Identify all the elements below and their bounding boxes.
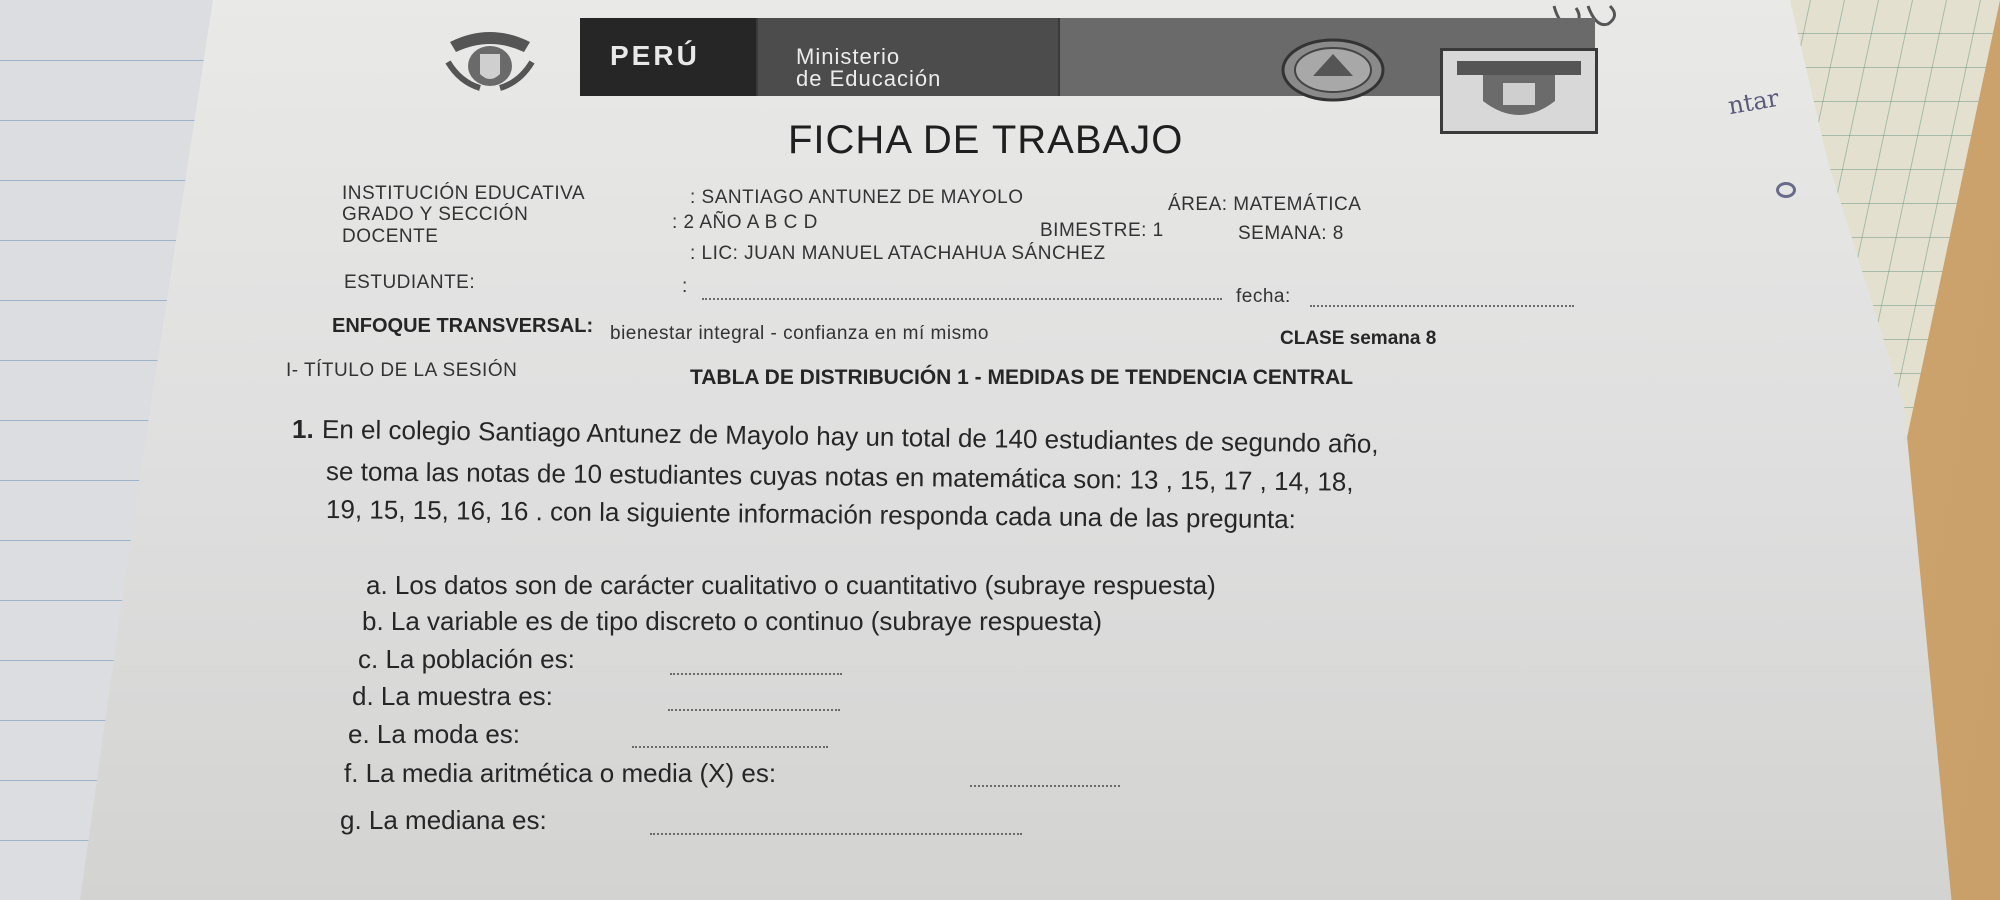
option-f-blank[interactable] [970, 784, 1120, 787]
option-a: a. Los datos son de carácter cualitativo o cuantitativo (subraye respuesta) [366, 570, 1216, 600]
peru-coat-of-arms-icon [440, 22, 540, 94]
option-e: e. La moda es: [348, 719, 520, 749]
country-name: PERÚ [610, 40, 700, 71]
sesion-title: TABLA DE DISTRIBUCIÓN 1 - MEDIDAS DE TENDENCIA CENTRAL [690, 366, 1354, 389]
peru-label-block [580, 18, 756, 96]
clase-label: CLASE semana 8 [1280, 328, 1437, 349]
enfoque-value: bienestar integral - confianza en mí mismo [610, 323, 989, 344]
option-d: d. La muestra es: [352, 681, 553, 711]
grado-value: : 2 AÑO A B C D [672, 212, 818, 233]
option-b: b. La variable es de tipo discreto o continuo (subraye respuesta) [362, 606, 1102, 636]
option-f: f. La media aritmética o media (X) es: [344, 758, 777, 788]
option-c: c. La población es: [358, 644, 575, 674]
ministry-line-1: Ministerio [796, 44, 901, 69]
option-g: g. La mediana es: [340, 805, 547, 835]
school-crest [1440, 48, 1598, 134]
ministry-block [758, 18, 1058, 96]
institucion-value: : SANTIAGO ANTUNEZ DE MAYOLO [690, 187, 1024, 208]
docente-label: DOCENTE [342, 226, 439, 247]
school-crest-icon [1443, 51, 1595, 131]
grado-label: GRADO Y SECCIÓN [342, 204, 529, 225]
docente-value: : LIC: JUAN MANUEL ATACHAHUA SÁNCHEZ [690, 243, 1106, 264]
question-line-1: En el colegio Santiago Antunez de Mayolo hay un total de 140 estudiantes de segundo año, [321, 414, 1379, 459]
option-g-blank[interactable] [650, 832, 1022, 835]
option-e-blank[interactable] [632, 745, 828, 748]
estudiante-colon: : [682, 276, 688, 297]
enfoque-label: ENFOQUE TRANSVERSAL: [332, 315, 594, 337]
bimestre-label: BIMESTRE: 1 [1040, 220, 1164, 241]
estudiante-blank[interactable] [702, 297, 1222, 300]
question-line-2: se toma las notas de 10 estudiantes cuyas notas en matemática son: 13 , 15, 17 , 14, 18, [325, 456, 1354, 497]
option-c-blank[interactable] [670, 672, 842, 675]
ministry-line-2: de Educación [796, 66, 942, 91]
school-seal-icon [1278, 36, 1388, 104]
institucion-label: INSTITUCIÓN EDUCATIVA [342, 183, 586, 204]
fecha-blank[interactable] [1310, 304, 1574, 307]
fecha-label: fecha: [1236, 286, 1291, 307]
sesion-label: I- TÍTULO DE LA SESIÓN [286, 360, 518, 381]
estudiante-label: ESTUDIANTE: [344, 272, 476, 293]
handwritten-corner-note: ntar [1725, 83, 1781, 121]
area-label: ÁREA: MATEMÁTICA [1168, 194, 1362, 215]
page-title: FICHA DE TRABAJO [788, 118, 1184, 162]
question-number: 1. [292, 414, 314, 444]
question-line-3: 19, 15, 15, 16, 16 . con la siguiente información responda cada una de las pregunta: [325, 494, 1297, 535]
pen-mark-icon [1776, 182, 1796, 198]
semana-label: SEMANA: 8 [1238, 223, 1344, 244]
option-d-blank[interactable] [668, 708, 840, 711]
